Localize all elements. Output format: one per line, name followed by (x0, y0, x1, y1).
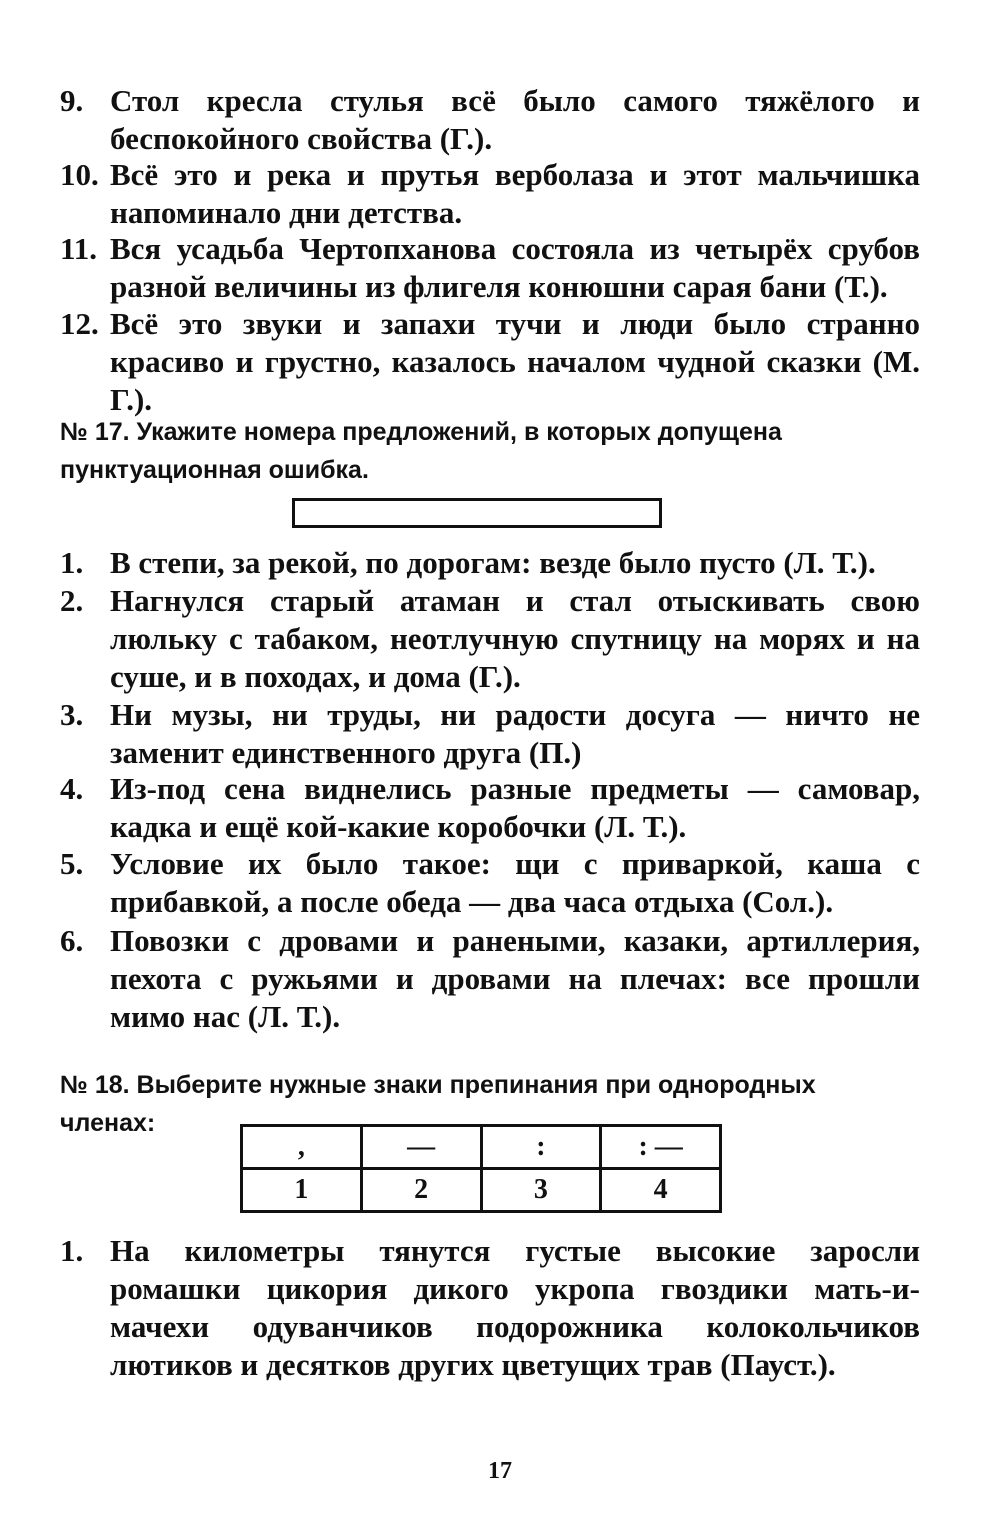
task-18-title: № 18. Выберите нужные знаки препинания при однородных членах: (60, 1071, 816, 1137)
list-item (60, 1232, 920, 1384)
item-text: Из-под сена виднелись разные предметы — самовар, кадка и ещё кой-какие коробочки (Л. Т.). (110, 771, 920, 844)
sign-cell: : (481, 1126, 601, 1169)
list-item (60, 230, 920, 306)
list-item (60, 82, 920, 158)
item-number: 5. (60, 846, 84, 881)
item-number: 1. (60, 545, 84, 580)
task-17-title: № 17. Укажите номера предложений, в которых допущена пунктуационная ошибка. (60, 418, 782, 484)
list-item (60, 770, 920, 846)
list-item (60, 696, 920, 772)
list-item (60, 582, 920, 696)
number-cell: 4 (601, 1169, 721, 1212)
sign-cell: , (242, 1126, 362, 1169)
list-item (60, 305, 920, 419)
item-number: 1. (60, 1233, 84, 1268)
item-text: Условие их было такое: щи с приваркой, каша с прибавкой, а после обеда — два часа отдыха (Сол.). (110, 846, 920, 919)
number-cell: 3 (481, 1169, 601, 1212)
item-number: 2. (60, 583, 84, 618)
list-item (60, 544, 920, 582)
item-text: Нагнулся старый атаман и стал отыскивать свою люльку с табаком, неотлучную спутницу на морях и на суше, и в походах, и дома (Г.). (110, 583, 920, 694)
numbers-row (242, 1169, 721, 1212)
number-cell: 1 (242, 1169, 362, 1212)
list-item (60, 156, 920, 232)
sign-cell: — (361, 1126, 481, 1169)
list-item (60, 922, 920, 1036)
item-number: 4. (60, 771, 84, 806)
item-text: Стол кресла стулья всё было самого тяжёлого и беспокойного свойства (Г.). (110, 83, 920, 156)
item-number: 12. (60, 306, 99, 341)
item-number: 11. (60, 231, 98, 266)
item-number: 6. (60, 923, 84, 958)
item-text: Всё это звуки и запахи тучи и люди было странно красиво и грустно, казалось началом чудной сказки (М. Г.). (110, 306, 920, 417)
punctuation-table (240, 1124, 722, 1213)
sign-cell: : — (601, 1126, 721, 1169)
number-cell: 2 (361, 1169, 481, 1212)
page-number: 17 (488, 1458, 512, 1484)
item-text: Ни музы, ни труды, ни радости досуга — ничто не заменит единственного друга (П.) (110, 697, 920, 770)
item-text: Повозки с дровами и ранеными, казаки, артиллерия, пехота с ружьями и дровами на плечах: все прошли мимо нас (Л. Т.). (110, 923, 920, 1034)
item-number: 3. (60, 697, 84, 732)
item-text: Вся усадьба Чертопханова состояла из четырёх срубов разной величины из флигеля конюшни сарая бани (Т.). (110, 231, 920, 304)
item-number: 9. (60, 83, 84, 118)
answer-box[interactable] (292, 498, 662, 528)
signs-row (242, 1126, 721, 1169)
item-text: На километры тянутся густые высокие заросли ромашки цикория дикого укропа гвоздики мать-и-мачехи одуванчиков подорожника колокольчиков лютиков и десятков других цветущих трав (Пауст.). (110, 1233, 920, 1382)
item-text: В степи, за рекой, по дорогам: везде было пусто (Л. Т.). (110, 545, 876, 580)
item-text: Всё это и река и прутья верболаза и этот мальчишка напоминало дни детства. (110, 157, 920, 230)
list-item (60, 845, 920, 921)
item-number: 10. (60, 157, 99, 192)
